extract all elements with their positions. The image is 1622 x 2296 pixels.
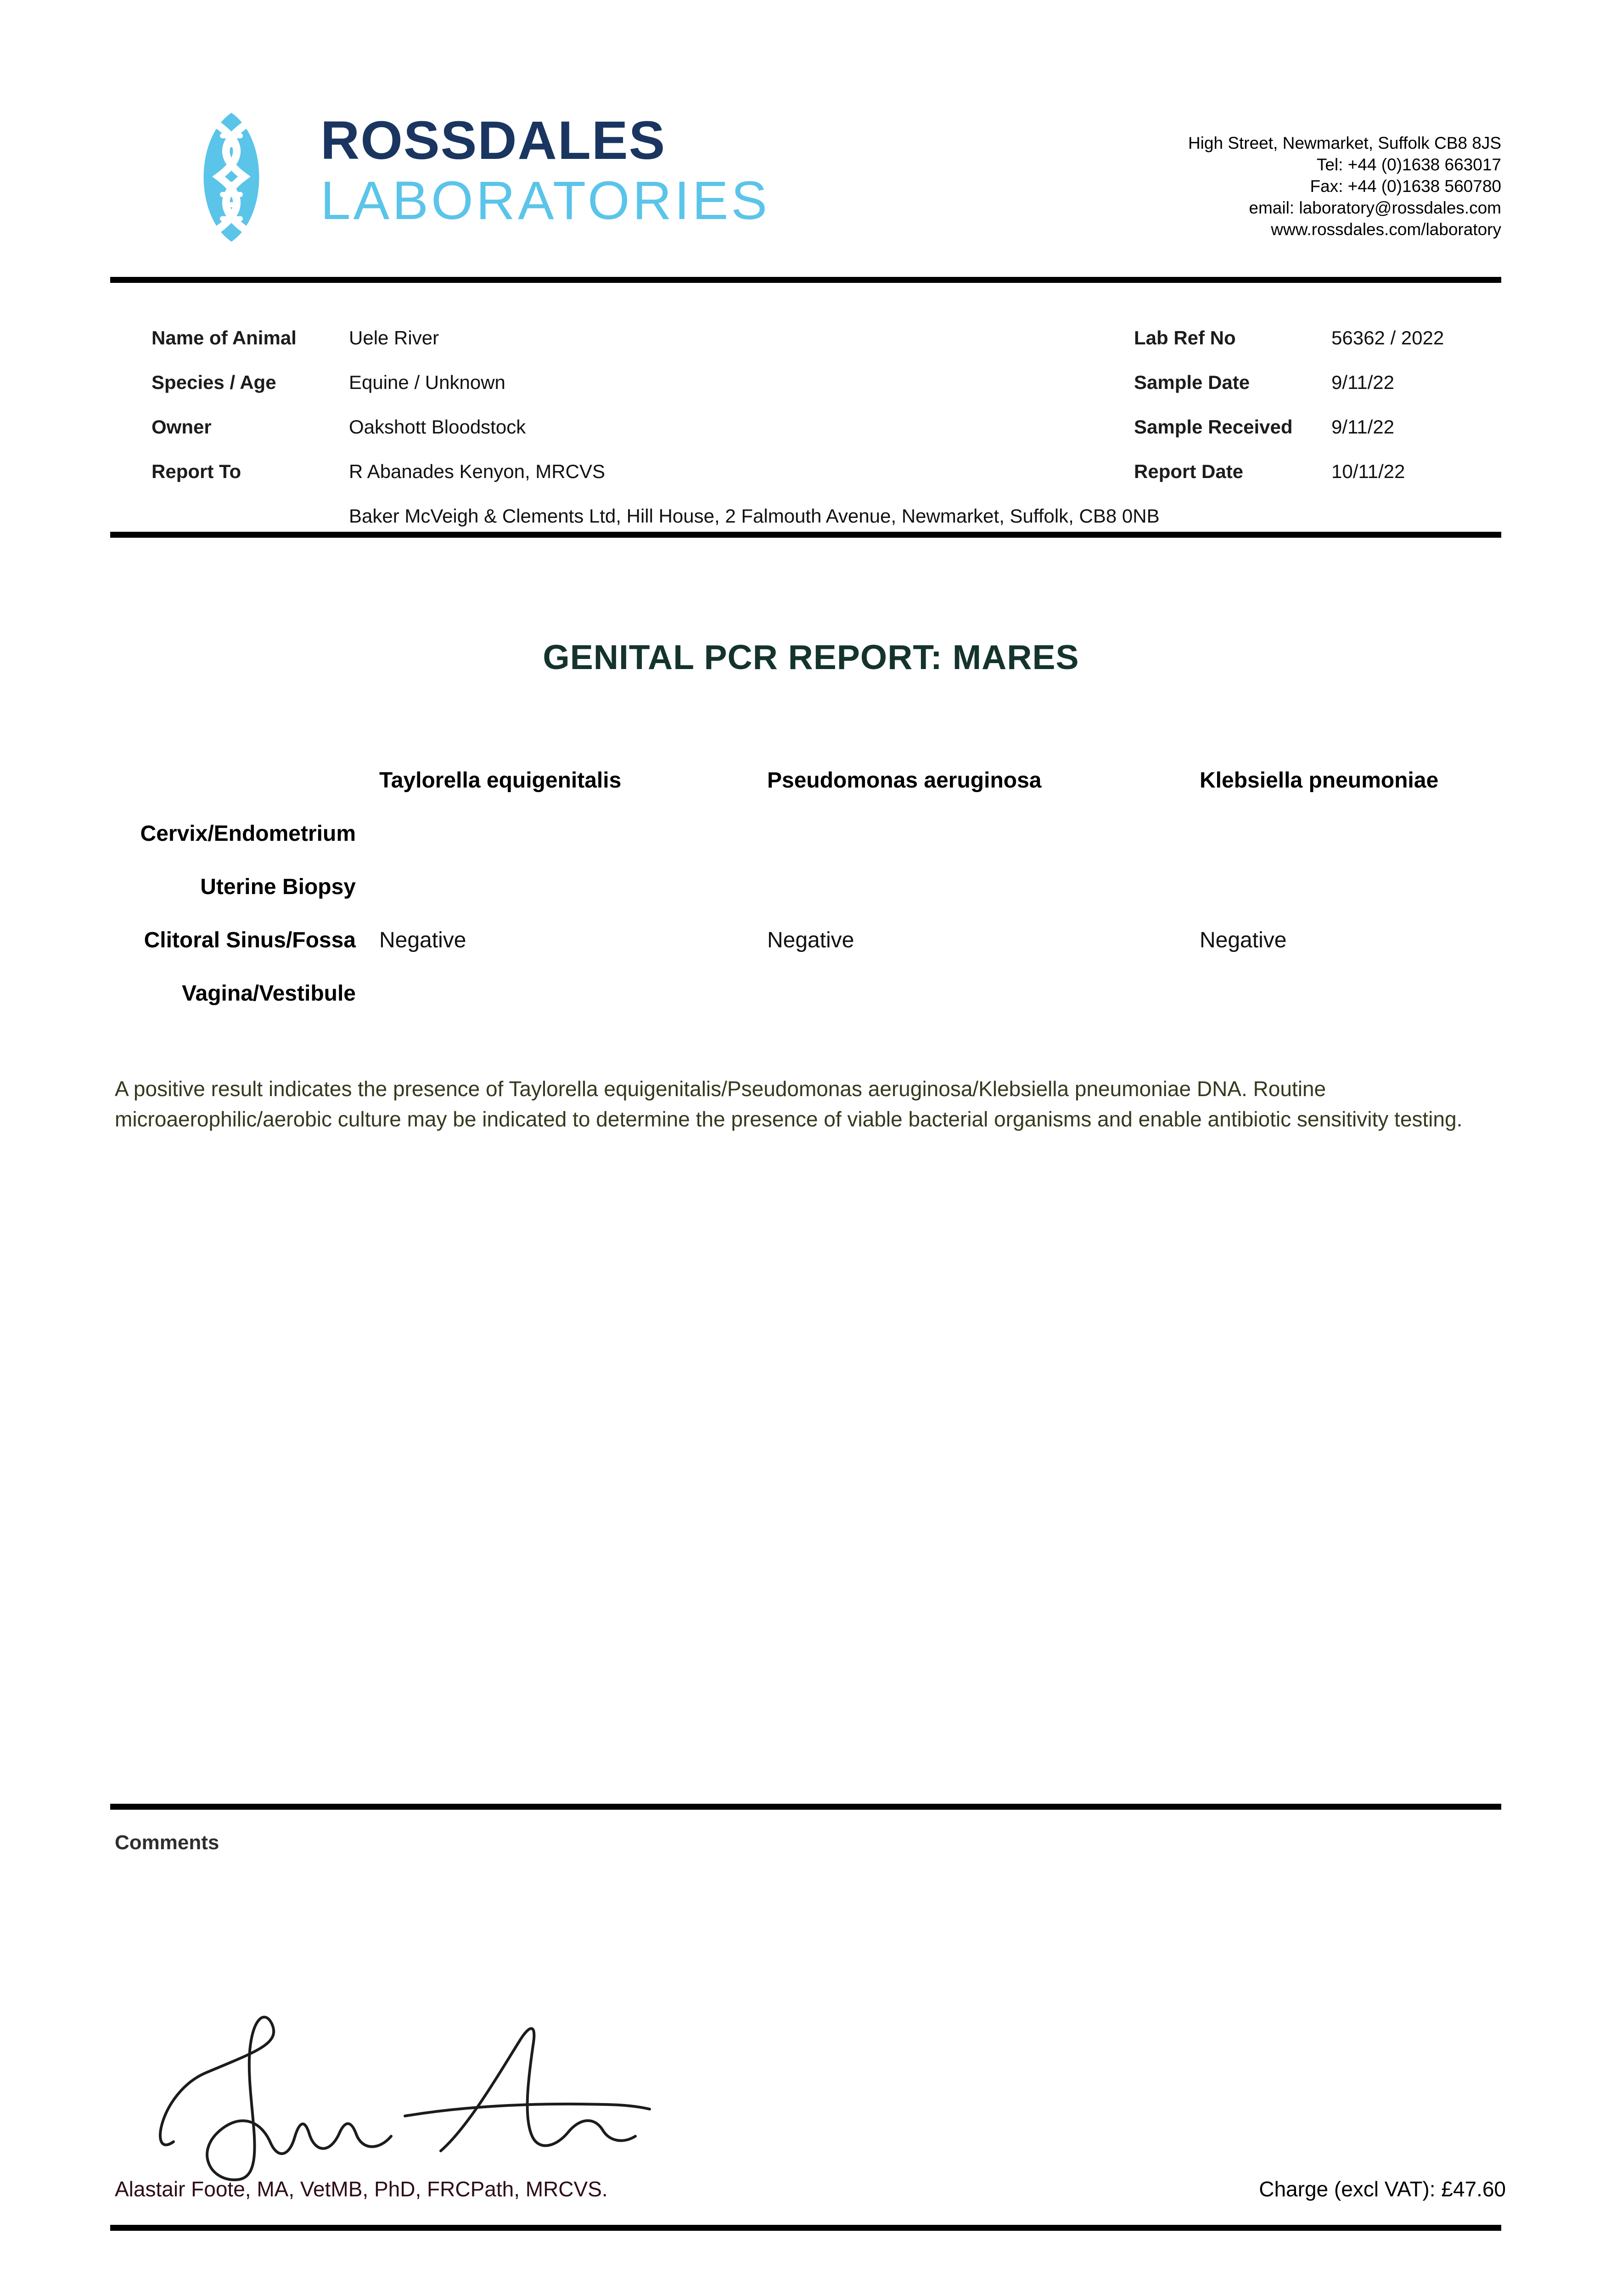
results-cell <box>767 874 1200 928</box>
results-cell <box>379 981 767 1034</box>
results-table <box>115 768 1506 1034</box>
results-row-label-cervix-endometrium: Cervix/Endometrium <box>140 822 356 846</box>
results-cell <box>379 874 767 928</box>
results-row-label-vagina-vestibule: Vagina/Vestibule <box>182 981 356 1006</box>
contact-tel-line: Tel: +44 (0)1638 663017 <box>1316 155 1501 174</box>
results-column-header-pseudomonas: Pseudomonas aeruginosa <box>767 768 1042 793</box>
info-value-sample-date: 9/11/22 <box>1331 371 1395 393</box>
dna-helix-logo-icon <box>168 110 295 244</box>
charge-amount: Charge (excl VAT): £47.60 <box>1259 2177 1506 2201</box>
info-value-report-to-address: Baker McVeigh & Clements Ltd, Hill House, 2 Falmouth Avenue, Newmarket, Suffolk, CB8 0NB <box>349 505 1160 527</box>
signature <box>119 1998 698 2196</box>
info-value-report-to: R Abanades Kenyon, MRCVS <box>349 461 605 482</box>
comments-divider <box>110 1804 1501 1810</box>
info-label-report-date: Report Date <box>1134 461 1244 482</box>
results-cell <box>767 821 1200 874</box>
results-cell <box>1200 821 1506 874</box>
brand-name-laboratories: LABORATORIES <box>320 170 770 231</box>
info-label-name-of-animal: Name of Animal <box>152 327 297 349</box>
contact-website-line: www.rossdales.com/laboratory <box>1271 220 1501 239</box>
comments-heading: Comments <box>115 1831 219 1854</box>
info-value-report-date: 10/11/22 <box>1331 461 1405 482</box>
interpretation-note: A positive result indicates the presence of Taylorella equigenitalis/Pseudomonas aeruginosa/Klebsiella pneumoniae DNA. Routine microaerophilic/aerobic culture may be indicated to determine the presence of viable bacterial organisms and enable antibiotic sensitivity testing. <box>115 1077 1463 1131</box>
results-cell: Negative <box>767 928 854 952</box>
info-value-species-age: Equine / Unknown <box>349 371 505 393</box>
info-value-name-of-animal: Uele River <box>349 327 439 349</box>
info-divider <box>110 532 1501 538</box>
results-cell <box>767 981 1200 1034</box>
info-label-report-to: Report To <box>152 461 241 482</box>
results-column-header-klebsiella: Klebsiella pneumoniae <box>1200 768 1439 793</box>
page-title: GENITAL PCR REPORT: MARES <box>543 638 1079 676</box>
contact-email-line: email: laboratory@rossdales.com <box>1249 198 1501 217</box>
results-cell: Negative <box>379 928 466 952</box>
info-value-sample-received: 9/11/22 <box>1331 416 1395 438</box>
info-label-sample-date: Sample Date <box>1134 371 1250 393</box>
info-value-lab-ref-no: 56362 / 2022 <box>1331 327 1444 349</box>
results-column-header-taylorella: Taylorella equigenitalis <box>379 768 622 793</box>
results-cell <box>1200 981 1506 1034</box>
results-row-label-uterine-biopsy: Uterine Biopsy <box>200 875 356 899</box>
info-label-species-age: Species / Age <box>152 371 276 393</box>
footer-divider <box>110 2225 1501 2231</box>
info-label-lab-ref-no: Lab Ref No <box>1134 327 1236 349</box>
results-cell: Negative <box>1200 928 1287 952</box>
contact-block <box>1188 132 1501 240</box>
results-row-label-clitoral-sinus-fossa: Clitoral Sinus/Fossa <box>144 928 356 952</box>
info-label-owner: Owner <box>152 416 212 438</box>
results-cell <box>379 821 767 874</box>
signatory-name: Alastair Foote, MA, VetMB, PhD, FRCPath, MRCVS. <box>115 2177 608 2201</box>
brand-name-rossdales: ROSSDALES <box>320 110 666 171</box>
results-cell <box>1200 874 1506 928</box>
results-corner-cell <box>115 768 379 821</box>
info-value-owner: Oakshott Bloodstock <box>349 416 526 438</box>
header-divider <box>110 277 1501 283</box>
contact-address-line: High Street, Newmarket, Suffolk CB8 8JS <box>1188 134 1501 152</box>
info-label-sample-received: Sample Received <box>1134 416 1293 438</box>
contact-fax-line: Fax: +44 (0)1638 560780 <box>1310 177 1501 196</box>
